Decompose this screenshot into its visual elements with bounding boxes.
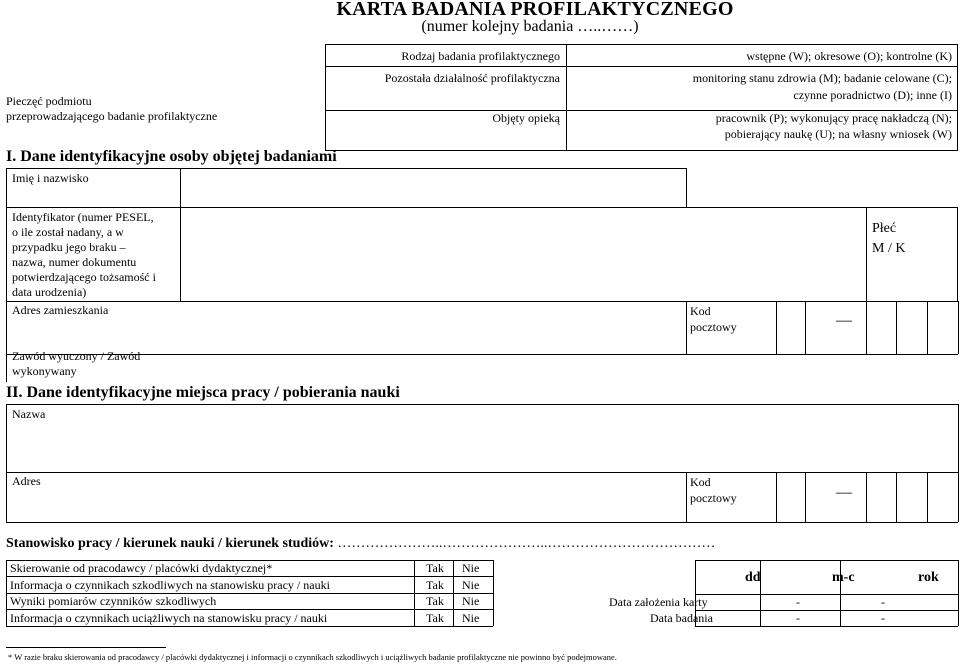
other-activity-value-2: czynne poradnictwo (D); inne (I) [793, 88, 952, 102]
doc-onerous-info-no[interactable]: Nie [462, 611, 480, 625]
postal-label [690, 303, 737, 335]
position-label: Stanowisko pracy / kierunek nauki / kierunek studiów: [6, 536, 334, 551]
sex-label-line1: Płeć [872, 221, 897, 236]
card-date-sep1: - [796, 595, 800, 609]
card-title: KARTA BADANIA PROFILAKTYCZNEGO [336, 0, 734, 20]
card-date-sep2: - [881, 595, 885, 609]
doc-measurements-yes[interactable]: Tak [426, 594, 444, 608]
position-field[interactable]: …………………..…………………..……………………………… [333, 536, 716, 551]
care-label: Objęty opieką [492, 111, 560, 125]
exam-number: (numer kolejny badania …..……) [421, 18, 639, 35]
address-label: Adres zamieszkania [12, 303, 109, 317]
id-label-4: nazwa, numer dokumentu [12, 255, 137, 269]
occupation-label-2: wykonywany [12, 364, 77, 378]
doc-onerous-info-yes[interactable]: Tak [426, 611, 444, 625]
exam-date-sep2: - [881, 611, 885, 625]
exam-type-label: Rodzaj badania profilaktycznego [401, 49, 560, 63]
workplace-address-label: Adres [12, 474, 41, 488]
exam-date-label: Data badania [650, 611, 713, 625]
doc-measurements-label: Wyniki pomiarów czynników szkodliwych [10, 594, 217, 608]
id-label-1: Identyfikator (numer PESEL, [12, 210, 154, 224]
postal-label-line1: Kod [690, 304, 711, 318]
date-mc-header: m-c [832, 570, 855, 585]
doc-harmful-info-no[interactable]: Nie [462, 578, 480, 592]
postal-label-line2: pocztowy [690, 320, 737, 334]
doc-referral-yes[interactable]: Tak [426, 561, 444, 575]
workplace-postal-label-line2: pocztowy [690, 491, 737, 505]
section1-heading: I. Dane identyfikacyjne osoby objętej badaniami [6, 148, 337, 165]
exam-date-sep1: - [796, 611, 800, 625]
doc-onerous-info-label: Informacja o czynnikach uciążliwych na stanowisku pracy / nauki [10, 611, 328, 625]
care-value-2: pobierający naukę (U); na własny wniosek (W) [724, 127, 952, 141]
id-label-2: o ile został nadany, a w [12, 225, 124, 239]
sex-label-line2: M / K [872, 241, 906, 256]
workplace-name-label: Nazwa [12, 407, 46, 421]
doc-measurements-no[interactable]: Nie [462, 594, 480, 608]
doc-harmful-info-label: Informacja o czynnikach szkodliwych na stanowisku pracy / nauki [10, 578, 330, 592]
card-date-label: Data założenia karty [609, 595, 708, 609]
stamp-label-1: Pieczęć podmiotu [6, 94, 92, 108]
workplace-postal-label [690, 474, 737, 506]
footnote: * W razie braku skierowania od pracodawcy / placówki dydaktycznej i informacji o czynnikach szkodliwych i uciążliwych badanie profilaktyczne nie powinno być podejmowane. [8, 652, 617, 662]
sex-label [872, 219, 905, 259]
id-label-5: potwierdzającego tożsamość i [12, 270, 156, 284]
id-label-6: data urodzenia) [12, 285, 87, 299]
occupation-label-1: Zawód wyuczony / Zawód [12, 349, 141, 363]
postal-dash: — [836, 312, 852, 329]
name-label: Imię i nazwisko [12, 171, 89, 185]
doc-referral-no[interactable]: Nie [462, 561, 480, 575]
section2-heading: II. Dane identyfikacyjne miejsca pracy / pobierania nauki [6, 384, 400, 401]
doc-referral-label: Skierowanie od pracodawcy / placówki dydaktycznej* [10, 561, 273, 575]
stamp-label-2: przeprowadzającego badanie profilaktyczne [6, 109, 218, 123]
id-field[interactable] [181, 208, 865, 300]
other-activity-value-1: monitoring stanu zdrowia (M); badanie celowane (C); [692, 71, 952, 85]
card-date-field[interactable] [696, 595, 957, 609]
workplace-postal-label-line1: Kod [690, 475, 711, 489]
care-value-1: pracownik (P); wykonujący pracę nakładczą (N); [715, 111, 952, 125]
workplace-name-field[interactable] [7, 420, 957, 470]
exam-type-value: wstępne (W); okresowe (O); kontrolne (K) [746, 49, 952, 63]
position-row [6, 536, 715, 552]
exam-date-field[interactable] [696, 611, 957, 625]
workplace-postal-dash: — [836, 484, 852, 501]
id-label-3: przypadku jego braku – [12, 240, 126, 254]
date-rok-header: rok [918, 570, 939, 585]
other-activity-label: Pozostała działalność profilaktyczna [384, 71, 560, 85]
doc-harmful-info-yes[interactable]: Tak [426, 578, 444, 592]
date-dd-header: dd [745, 570, 761, 585]
